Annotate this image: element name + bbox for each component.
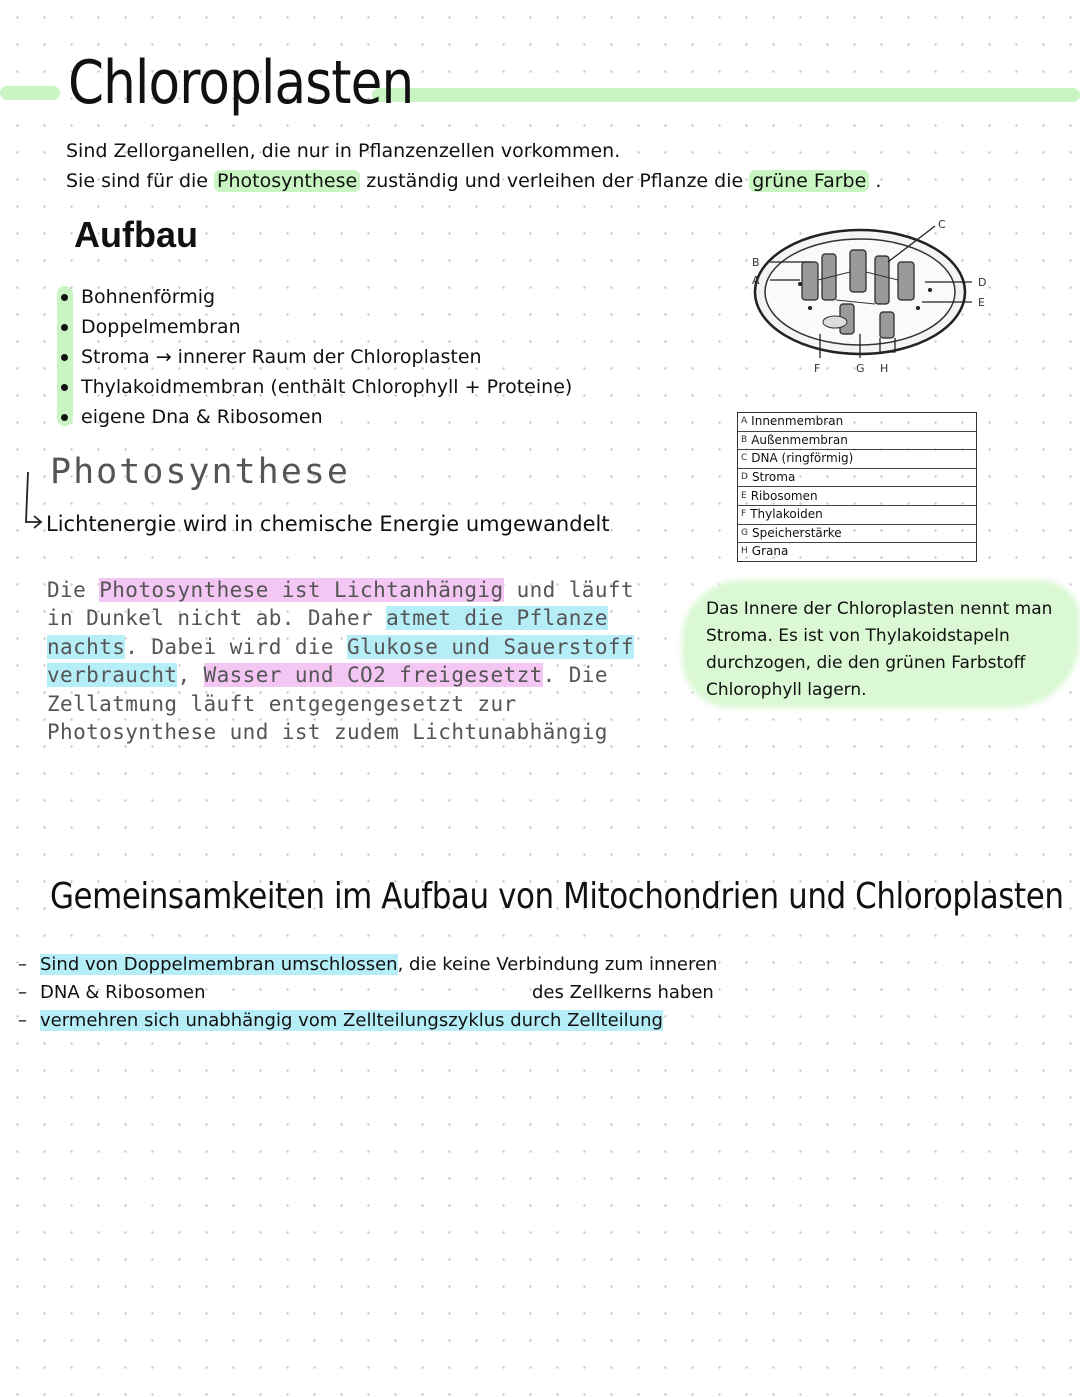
list-item [55, 342, 572, 372]
gemeinsamkeiten-heading: Gemeinsamkeiten im Aufbau von Mitochondrien und Chloroplasten [50, 876, 1064, 917]
legend-text: Außenmembran [751, 432, 848, 447]
bullet-dot-icon [61, 384, 68, 391]
intro-text: zuständig und verleihen der Pflanze die [366, 170, 744, 192]
table-row [738, 468, 977, 487]
legend-letter: E [741, 490, 747, 501]
highlight-vermehren: vermehren sich unabhängig vom Zellteilungszyklus durch Zellteilung [40, 1010, 663, 1031]
legend-letter: A [741, 416, 748, 427]
list-item [55, 282, 572, 312]
highlight-gruene-farbe: grüne Farbe [749, 170, 869, 192]
diagram-legend-table [737, 412, 977, 562]
diagram-label-c: C [938, 218, 946, 231]
title-underline-right [372, 88, 1080, 102]
intro-text: Sie sind für die [66, 170, 208, 192]
title-underline-left [0, 86, 60, 100]
photosynthese-statement: Lichtenergie wird in chemische Energie umgewandelt [46, 512, 610, 536]
intro-line-2 [66, 170, 881, 192]
chloroplast-diagram [740, 212, 1000, 382]
highlight-photosynthese: Photosynthese [214, 170, 360, 192]
paragraph-text: . Die Zellatmung läuft entgegengesetzt zur Photosynthese und ist zudem Lichtunabhängig [47, 663, 608, 745]
aufbau-list [55, 282, 572, 432]
bullet-dot-icon [61, 294, 68, 301]
legend-letter: H [741, 546, 748, 557]
table-row [738, 431, 977, 450]
table-row [738, 505, 977, 524]
intro-line-1: Sind Zellorganellen, die nur in Pflanzenzellen vorkommen. [66, 140, 621, 162]
photosynthese-paragraph [47, 576, 667, 746]
legend-letter: B [741, 434, 748, 445]
diagram-label-g: G [856, 362, 865, 375]
diagram-label-d: D [978, 276, 987, 289]
table-row [738, 487, 977, 506]
table-row [738, 413, 977, 432]
diagram-label-h: H [880, 362, 889, 375]
highlight-verbraucht: Glukose und Sauerstoff verbraucht [47, 634, 634, 688]
table-cell [738, 468, 977, 487]
list-item-text: Thylakoidmembran (enthält Chlorophyll + Proteine) [81, 376, 573, 398]
table-cell [738, 450, 977, 469]
bullet-dot-icon [61, 324, 68, 331]
list-item: – Sind von Doppelmembran umschlossen, die keine Verbindung zum inneren [18, 954, 718, 975]
diagram-label-b: B [752, 256, 760, 269]
list-item-text: Doppelmembran [81, 316, 241, 338]
table-row [738, 543, 977, 562]
table-row [738, 524, 977, 543]
table-cell [738, 487, 977, 506]
list-item-text: eigene Dna & Ribosomen [81, 406, 323, 428]
legend-letter: C [741, 453, 748, 464]
stroma-note: Das Innere der Chloroplasten nennt man Stroma. Es ist von Thylakoidstapeln durchzogen, die den grünen Farbstoff Chlorophyll lagern. [706, 599, 1053, 700]
legend-letter: G [741, 527, 748, 538]
legend-text: Thylakoiden [750, 507, 823, 522]
photosynthese-heading: Photosynthese [50, 452, 350, 492]
bullet-dot-icon [61, 414, 68, 421]
legend-letter: D [741, 472, 748, 483]
list-item: – vermehren sich unabhängig vom Zellteilungszyklus durch Zellteilung [18, 1010, 663, 1031]
list-item [55, 312, 572, 342]
page-title: Chloroplasten [68, 48, 414, 118]
list-item [55, 372, 572, 402]
legend-letter: F [741, 509, 747, 520]
legend-text: DNA (ringförmig) [751, 451, 854, 466]
list-item-text: Stroma → innerer Raum der Chloroplasten [81, 346, 482, 368]
highlight-lichtabhaengig: Photosynthese ist Lichtanhängig [99, 578, 504, 602]
list-item-note: des Zellkerns haben [532, 982, 714, 1003]
table-cell [738, 431, 977, 450]
list-item-text: , die keine Verbindung zum inneren [397, 954, 718, 975]
highlight-freigesetzt: Wasser und CO2 freigesetzt [203, 663, 543, 688]
table-row [738, 450, 977, 469]
aufbau-heading: Aufbau [74, 214, 198, 255]
table-cell [738, 524, 977, 543]
paragraph-text: und läuft in Dunkel nicht ab. Daher [47, 578, 634, 631]
legend-text: Grana [751, 544, 789, 559]
legend-text: Ribosomen [750, 488, 818, 503]
bullet-dot-icon [61, 354, 68, 361]
highlight-doppelmembran: Sind von Doppelmembran umschlossen [40, 954, 398, 975]
table-cell [738, 413, 977, 432]
list-item: – DNA & Ribosomen [18, 982, 206, 1003]
paragraph-text: , [177, 663, 204, 688]
list-item [55, 402, 572, 432]
legend-text: Speicherstärke [751, 525, 842, 540]
diagram-label-e: E [978, 296, 985, 309]
intro-text: . [875, 170, 882, 192]
legend-text: Stroma [751, 470, 796, 485]
table-cell [738, 543, 977, 562]
list-item-text: Bohnenförmig [81, 286, 216, 308]
paragraph-text: . Dabei wird die [125, 634, 347, 659]
legend-text: Innenmembran [751, 414, 844, 429]
diagram-label-f: F [814, 362, 821, 375]
diagram-label-a: A [752, 274, 760, 287]
highlight-atmet-nachts: atmet die Pflanze nachts [47, 606, 608, 659]
paragraph-text: Die [47, 578, 100, 602]
table-cell [738, 505, 977, 524]
list-item-text: DNA & Ribosomen [40, 982, 206, 1003]
